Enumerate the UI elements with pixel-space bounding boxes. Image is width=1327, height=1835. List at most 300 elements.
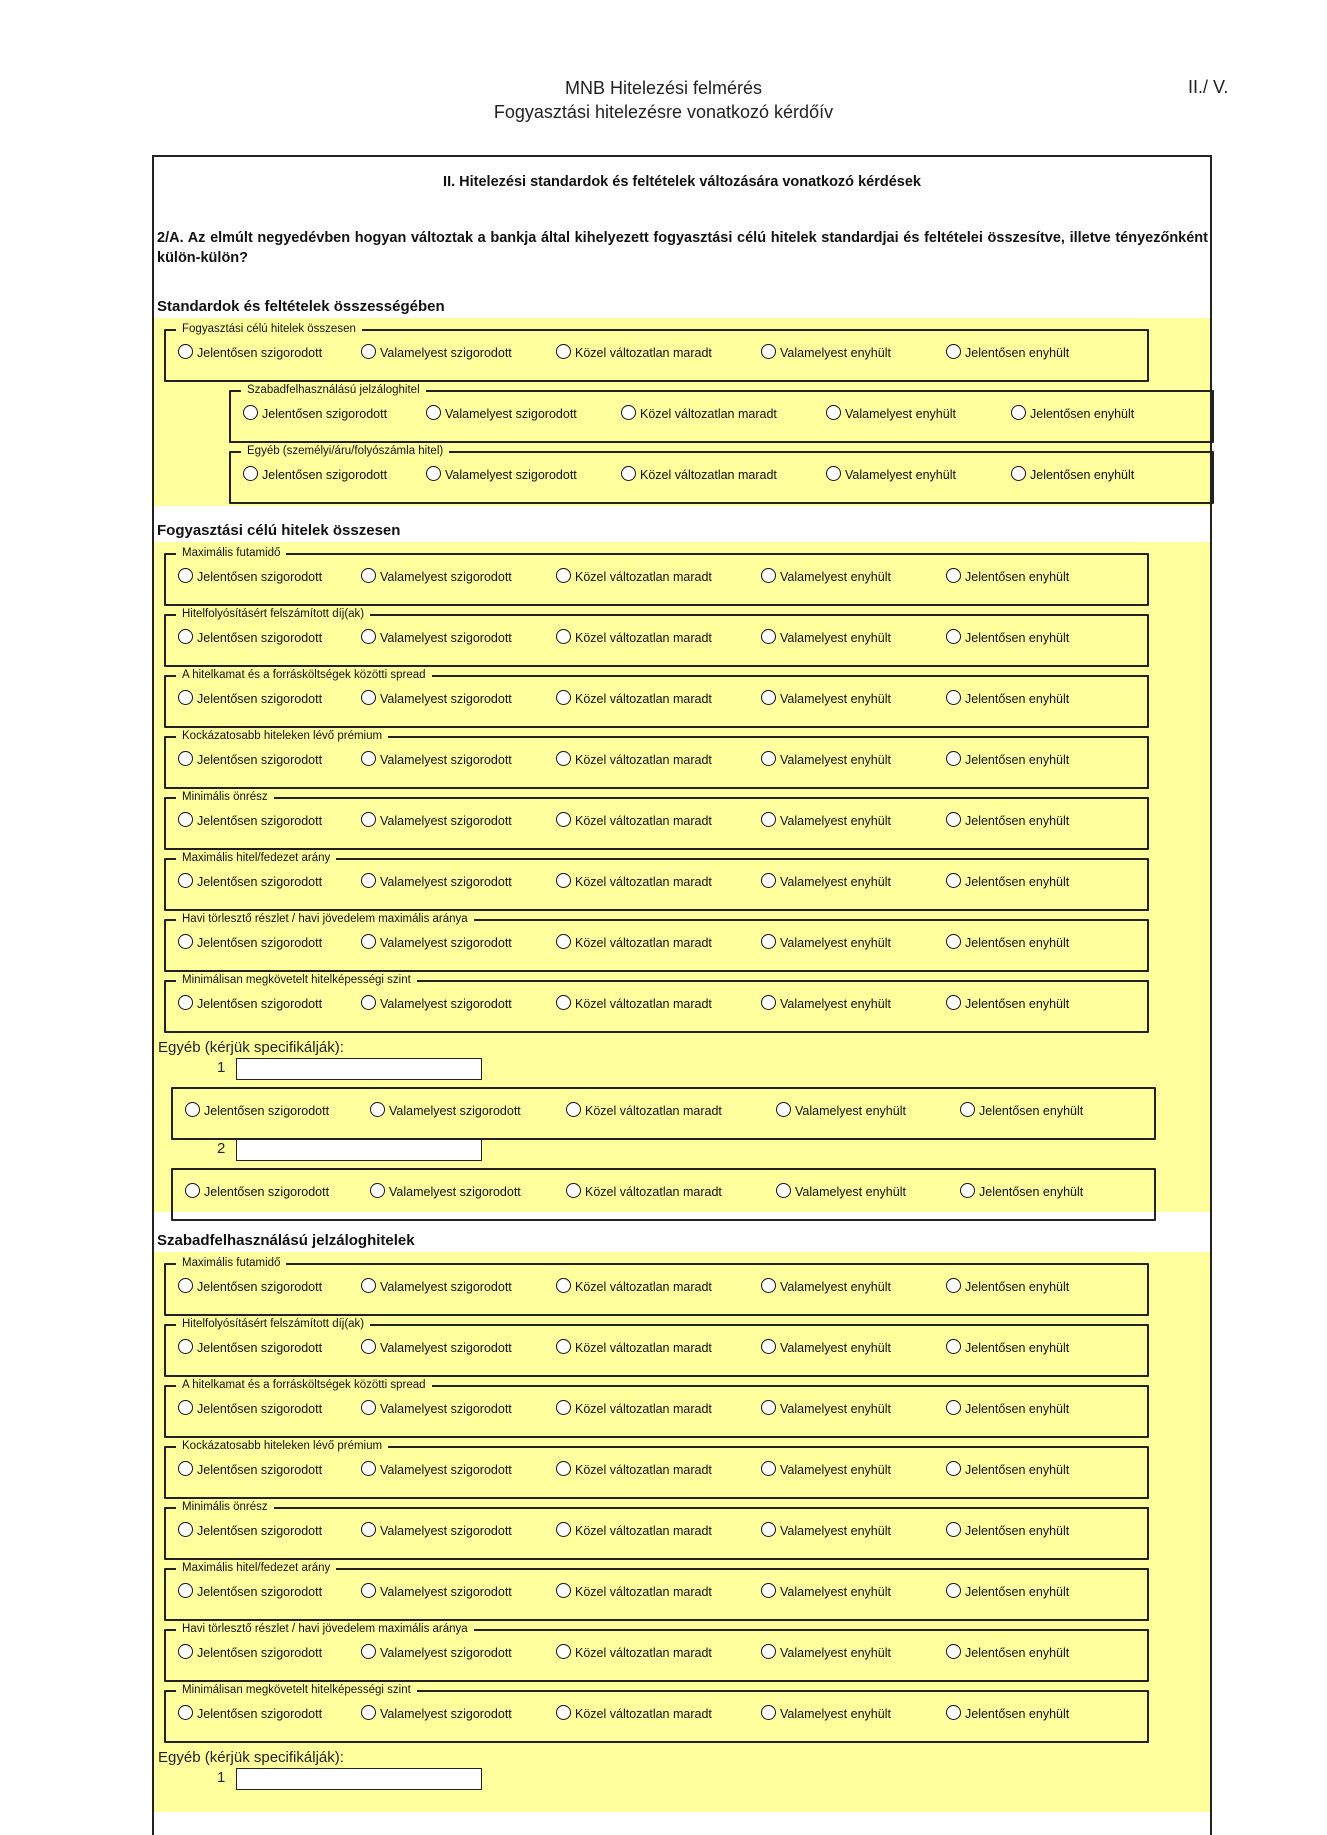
radio-button[interactable] <box>178 1583 193 1598</box>
option-3[interactable] <box>556 689 712 709</box>
option-2[interactable] <box>361 933 512 953</box>
radio-button[interactable] <box>761 751 776 766</box>
option-3[interactable] <box>556 1460 712 1480</box>
option-2[interactable] <box>361 1277 512 1297</box>
radio-button[interactable] <box>361 1705 376 1720</box>
radio-button[interactable] <box>556 751 571 766</box>
radio-button[interactable] <box>178 995 193 1010</box>
option-5[interactable] <box>946 567 1069 587</box>
option-label: Valamelyest enyhült <box>780 692 891 706</box>
option-1[interactable] <box>178 628 322 648</box>
option-5[interactable] <box>946 1399 1069 1419</box>
option-label: Jelentősen enyhült <box>965 936 1070 950</box>
radio-button[interactable] <box>556 873 571 888</box>
option-3[interactable] <box>556 343 712 363</box>
option-label: Közel változatlan maradt <box>575 570 712 584</box>
option-5[interactable] <box>946 1582 1069 1602</box>
option-label: Valamelyest enyhült <box>845 468 956 482</box>
radio-button[interactable] <box>761 568 776 583</box>
option-label: Jelentősen szigorodott <box>197 570 323 584</box>
option-label: Jelentősen enyhült <box>965 997 1070 1011</box>
radio-button[interactable] <box>178 344 193 359</box>
radio-button[interactable] <box>361 1461 376 1476</box>
radio-group <box>178 1704 1147 1724</box>
group-legend: Havi törlesztő részlet / havi jövedelem maximális aránya <box>176 911 474 927</box>
other-number: 2 <box>217 1140 226 1157</box>
radio-button[interactable] <box>361 1278 376 1293</box>
radio-button[interactable] <box>946 1522 961 1537</box>
option-4[interactable] <box>761 1582 891 1602</box>
option-3[interactable] <box>556 567 712 587</box>
option-label: Valamelyest szigorodott <box>380 1341 512 1355</box>
factor-group <box>164 730 1149 789</box>
other-spec-input[interactable] <box>236 1768 482 1790</box>
radio-button[interactable] <box>761 1644 776 1659</box>
option-label: Jelentősen enyhült <box>965 1463 1070 1477</box>
option-3[interactable] <box>556 1521 712 1541</box>
radio-button[interactable] <box>946 934 961 949</box>
option-4[interactable] <box>761 1704 891 1724</box>
radio-button[interactable] <box>621 466 636 481</box>
radio-button[interactable] <box>946 751 961 766</box>
option-1[interactable] <box>178 1277 322 1297</box>
option-1[interactable] <box>178 1399 322 1419</box>
radio-button[interactable] <box>361 1400 376 1415</box>
option-4[interactable] <box>761 1521 891 1541</box>
option-4[interactable] <box>761 628 891 648</box>
radio-button[interactable] <box>178 1400 193 1415</box>
group-legend: Minimális önrész <box>176 789 274 805</box>
option-1[interactable] <box>178 1704 322 1724</box>
radio-button[interactable] <box>361 873 376 888</box>
radio-button[interactable] <box>556 934 571 949</box>
option-label: Közel változatlan maradt <box>575 1707 712 1721</box>
option-3[interactable] <box>566 1182 722 1202</box>
radio-button[interactable] <box>178 1705 193 1720</box>
radio-button[interactable] <box>946 629 961 644</box>
option-3[interactable] <box>566 1101 722 1121</box>
radio-button[interactable] <box>178 934 193 949</box>
radio-group <box>178 1521 1147 1541</box>
radio-button[interactable] <box>761 344 776 359</box>
option-1[interactable] <box>243 465 387 485</box>
option-label: Jelentősen szigorodott <box>197 875 323 889</box>
option-label: Jelentősen szigorodott <box>204 1104 330 1118</box>
option-label: Közel változatlan maradt <box>575 1646 712 1660</box>
radio-button[interactable] <box>361 344 376 359</box>
option-4[interactable] <box>761 1277 891 1297</box>
radio-button[interactable] <box>556 1400 571 1415</box>
radio-button[interactable] <box>178 629 193 644</box>
radio-button[interactable] <box>361 1339 376 1354</box>
option-3[interactable] <box>556 811 712 831</box>
radio-button[interactable] <box>761 1583 776 1598</box>
option-2[interactable] <box>361 1521 512 1541</box>
option-label: Közel változatlan maradt <box>575 753 712 767</box>
factor-group <box>164 852 1149 911</box>
radio-group <box>178 1582 1147 1602</box>
option-2[interactable] <box>426 465 577 485</box>
radio-button[interactable] <box>761 934 776 949</box>
option-5[interactable] <box>946 811 1069 831</box>
radio-button[interactable] <box>185 1183 200 1198</box>
section-body <box>154 1252 1210 1812</box>
option-2[interactable] <box>361 1582 512 1602</box>
radio-button[interactable] <box>178 1339 193 1354</box>
radio-button[interactable] <box>946 344 961 359</box>
option-5[interactable] <box>946 628 1069 648</box>
section-body <box>154 542 1210 1212</box>
option-5[interactable] <box>960 1101 1083 1121</box>
option-1[interactable] <box>243 404 387 424</box>
option-1[interactable] <box>178 567 322 587</box>
radio-button[interactable] <box>960 1183 975 1198</box>
radio-button[interactable] <box>556 629 571 644</box>
radio-button[interactable] <box>370 1183 385 1198</box>
option-5[interactable] <box>946 1460 1069 1480</box>
radio-button[interactable] <box>178 812 193 827</box>
radio-button[interactable] <box>556 1644 571 1659</box>
radio-button[interactable] <box>243 466 258 481</box>
radio-button[interactable] <box>776 1102 791 1117</box>
radio-button[interactable] <box>556 995 571 1010</box>
radio-button[interactable] <box>556 344 571 359</box>
option-1[interactable] <box>185 1101 329 1121</box>
option-2[interactable] <box>361 811 512 831</box>
option-4[interactable] <box>776 1182 906 1202</box>
option-4[interactable] <box>761 933 891 953</box>
group-legend: Fogyasztási célú hitelek összesen <box>176 321 362 337</box>
radio-button[interactable] <box>361 1583 376 1598</box>
option-label: Jelentősen szigorodott <box>262 407 388 421</box>
radio-button[interactable] <box>826 466 841 481</box>
radio-button[interactable] <box>566 1102 581 1117</box>
option-1[interactable] <box>178 1521 322 1541</box>
radio-button[interactable] <box>946 812 961 827</box>
radio-button[interactable] <box>761 629 776 644</box>
radio-button[interactable] <box>178 690 193 705</box>
option-label: Jelentősen enyhült <box>965 570 1070 584</box>
radio-button[interactable] <box>426 466 441 481</box>
option-label: Valamelyest szigorodott <box>380 1585 512 1599</box>
radio-button[interactable] <box>621 405 636 420</box>
other-number: 1 <box>217 1059 226 1076</box>
radio-button[interactable] <box>178 1278 193 1293</box>
option-4[interactable] <box>761 1338 891 1358</box>
factor-group <box>164 974 1149 1033</box>
option-3[interactable] <box>556 750 712 770</box>
other-spec-input[interactable] <box>236 1139 482 1161</box>
option-2[interactable] <box>361 1460 512 1480</box>
option-3[interactable] <box>556 628 712 648</box>
option-4[interactable] <box>761 750 891 770</box>
option-label: Jelentősen szigorodott <box>197 814 323 828</box>
option-label: Közel változatlan maradt <box>575 1585 712 1599</box>
option-label: Valamelyest enyhült <box>780 1463 891 1477</box>
radio-button[interactable] <box>761 1522 776 1537</box>
option-2[interactable] <box>361 567 512 587</box>
option-5[interactable] <box>946 1338 1069 1358</box>
option-3[interactable] <box>556 1643 712 1663</box>
option-2[interactable] <box>361 750 512 770</box>
option-1[interactable] <box>178 1460 322 1480</box>
option-4[interactable] <box>761 689 891 709</box>
radio-button[interactable] <box>178 1461 193 1476</box>
option-1[interactable] <box>178 1338 322 1358</box>
radio-button[interactable] <box>361 629 376 644</box>
option-3[interactable] <box>556 1704 712 1724</box>
radio-button[interactable] <box>1011 405 1026 420</box>
radio-button[interactable] <box>556 1705 571 1720</box>
option-2[interactable] <box>361 994 512 1014</box>
option-2[interactable] <box>361 872 512 892</box>
radio-button[interactable] <box>946 1644 961 1659</box>
radio-button[interactable] <box>556 568 571 583</box>
option-label: Közel változatlan maradt <box>575 346 712 360</box>
option-3[interactable] <box>556 1582 712 1602</box>
option-1[interactable] <box>178 750 322 770</box>
option-1[interactable] <box>178 872 322 892</box>
option-label: Valamelyest enyhült <box>780 1585 891 1599</box>
option-5[interactable] <box>960 1182 1083 1202</box>
overall-section <box>154 296 1210 506</box>
radio-button[interactable] <box>946 1339 961 1354</box>
questionnaire-frame <box>152 155 1212 1835</box>
radio-button[interactable] <box>946 1400 961 1415</box>
option-5[interactable] <box>946 750 1069 770</box>
option-2[interactable] <box>361 1643 512 1663</box>
group-legend: Kockázatosabb hiteleken lévő prémium <box>176 728 388 744</box>
radio-button[interactable] <box>1011 466 1026 481</box>
option-2[interactable] <box>361 1399 512 1419</box>
factor-group <box>164 608 1149 667</box>
option-5[interactable] <box>946 1643 1069 1663</box>
radio-button[interactable] <box>361 934 376 949</box>
option-label: Valamelyest szigorodott <box>380 1463 512 1477</box>
option-2[interactable] <box>361 1338 512 1358</box>
option-label: Jelentősen szigorodott <box>197 997 323 1011</box>
option-3[interactable] <box>556 1399 712 1419</box>
factor-group <box>164 1684 1149 1743</box>
option-4[interactable] <box>761 872 891 892</box>
radio-button[interactable] <box>361 568 376 583</box>
option-label: Jelentősen enyhült <box>965 875 1070 889</box>
factor-group <box>164 791 1149 850</box>
option-3[interactable] <box>556 1277 712 1297</box>
option-4[interactable] <box>826 404 956 424</box>
radio-button[interactable] <box>556 1522 571 1537</box>
option-label: Közel változatlan maradt <box>575 692 712 706</box>
option-label: Jelentősen szigorodott <box>197 1402 323 1416</box>
group-legend: Hitelfolyósításért felszámított díj(ak) <box>176 1316 370 1332</box>
option-5[interactable] <box>946 994 1069 1014</box>
option-5[interactable] <box>946 343 1069 363</box>
option-label: Valamelyest enyhült <box>780 1646 891 1660</box>
radio-group <box>178 567 1147 587</box>
option-label: Jelentősen szigorodott <box>197 936 323 950</box>
radio-button[interactable] <box>556 1339 571 1354</box>
radio-button[interactable] <box>370 1102 385 1117</box>
group-other-credit <box>229 445 1214 504</box>
option-label: Közel változatlan maradt <box>585 1104 722 1118</box>
radio-button[interactable] <box>776 1183 791 1198</box>
radio-button[interactable] <box>946 690 961 705</box>
option-2[interactable] <box>361 343 512 363</box>
option-label: Jelentősen enyhült <box>965 753 1070 767</box>
option-5[interactable] <box>946 872 1069 892</box>
option-2[interactable] <box>370 1182 521 1202</box>
radio-button[interactable] <box>556 812 571 827</box>
option-4[interactable] <box>776 1101 906 1121</box>
radio-button[interactable] <box>361 1644 376 1659</box>
option-3[interactable] <box>556 872 712 892</box>
option-label: Jelentősen szigorodott <box>262 468 388 482</box>
option-label: Valamelyest szigorodott <box>380 570 512 584</box>
option-3[interactable] <box>621 404 777 424</box>
factor-group <box>164 1379 1149 1438</box>
option-label: Jelentősen enyhült <box>965 1585 1070 1599</box>
radio-button[interactable] <box>761 1400 776 1415</box>
option-1[interactable] <box>178 343 322 363</box>
radio-button[interactable] <box>426 405 441 420</box>
option-3[interactable] <box>556 933 712 953</box>
mortgage-section <box>154 1230 1210 1812</box>
radio-button[interactable] <box>185 1102 200 1117</box>
option-2[interactable] <box>361 1704 512 1724</box>
radio-button[interactable] <box>178 568 193 583</box>
option-1[interactable] <box>178 689 322 709</box>
option-4[interactable] <box>761 811 891 831</box>
option-4[interactable] <box>761 343 891 363</box>
option-3[interactable] <box>621 465 777 485</box>
radio-button[interactable] <box>361 812 376 827</box>
radio-button[interactable] <box>761 873 776 888</box>
radio-button[interactable] <box>556 690 571 705</box>
option-1[interactable] <box>178 1643 322 1663</box>
group-legend: A hitelkamat és a forrásköltségek közötti spread <box>176 1377 432 1393</box>
radio-group <box>178 1460 1147 1480</box>
radio-button[interactable] <box>946 568 961 583</box>
option-2[interactable] <box>370 1101 521 1121</box>
option-label: Valamelyest szigorodott <box>380 1646 512 1660</box>
radio-button[interactable] <box>361 751 376 766</box>
radio-button[interactable] <box>178 873 193 888</box>
radio-button[interactable] <box>761 1461 776 1476</box>
option-5[interactable] <box>946 1521 1069 1541</box>
radio-button[interactable] <box>361 1522 376 1537</box>
option-2[interactable] <box>361 689 512 709</box>
option-4[interactable] <box>761 1643 891 1663</box>
option-label: Jelentősen enyhült <box>965 1707 1070 1721</box>
radio-button[interactable] <box>761 995 776 1010</box>
option-4[interactable] <box>761 567 891 587</box>
radio-button[interactable] <box>566 1183 581 1198</box>
option-label: Jelentősen szigorodott <box>197 753 323 767</box>
option-5[interactable] <box>946 1704 1069 1724</box>
group-legend: Maximális hitel/fedezet arány <box>176 850 336 866</box>
radio-button[interactable] <box>946 1278 961 1293</box>
option-label: Valamelyest enyhült <box>780 753 891 767</box>
option-3[interactable] <box>556 994 712 1014</box>
option-label: Jelentősen szigorodott <box>197 1341 323 1355</box>
option-label: Közel változatlan maradt <box>575 875 712 889</box>
radio-group <box>178 689 1147 709</box>
radio-button[interactable] <box>761 812 776 827</box>
option-5[interactable] <box>1011 404 1134 424</box>
option-4[interactable] <box>761 994 891 1014</box>
radio-button[interactable] <box>946 1705 961 1720</box>
option-5[interactable] <box>946 1277 1069 1297</box>
option-1[interactable] <box>178 994 322 1014</box>
option-3[interactable] <box>556 1338 712 1358</box>
radio-button[interactable] <box>556 1461 571 1476</box>
radio-button[interactable] <box>361 690 376 705</box>
radio-button[interactable] <box>761 1278 776 1293</box>
option-1[interactable] <box>178 811 322 831</box>
other-label: Egyéb (kérjük specifikálják): <box>158 1039 344 1056</box>
radio-group <box>185 1101 1154 1121</box>
radio-button[interactable] <box>960 1102 975 1117</box>
radio-button[interactable] <box>361 995 376 1010</box>
radio-button[interactable] <box>243 405 258 420</box>
option-label: Jelentősen szigorodott <box>197 1585 323 1599</box>
radio-button[interactable] <box>946 1583 961 1598</box>
radio-button[interactable] <box>556 1583 571 1598</box>
option-1[interactable] <box>178 933 322 953</box>
radio-button[interactable] <box>178 751 193 766</box>
radio-button[interactable] <box>761 690 776 705</box>
option-4[interactable] <box>761 1460 891 1480</box>
option-4[interactable] <box>826 465 956 485</box>
option-label: Jelentősen enyhült <box>965 1280 1070 1294</box>
radio-button[interactable] <box>946 873 961 888</box>
group-legend: Minimálisan megkövetelt hitelképességi szint <box>176 972 417 988</box>
radio-button[interactable] <box>556 1278 571 1293</box>
radio-button[interactable] <box>946 1461 961 1476</box>
option-1[interactable] <box>178 1582 322 1602</box>
radio-button[interactable] <box>761 1339 776 1354</box>
radio-button[interactable] <box>826 405 841 420</box>
radio-button[interactable] <box>178 1522 193 1537</box>
radio-group <box>178 1399 1147 1419</box>
option-5[interactable] <box>1011 465 1134 485</box>
radio-group <box>178 1338 1147 1358</box>
option-label: Közel változatlan maradt <box>640 407 777 421</box>
option-5[interactable] <box>946 689 1069 709</box>
option-label: Valamelyest enyhült <box>780 875 891 889</box>
group-legend: Szabadfelhasználású jelzáloghitel <box>241 382 426 398</box>
option-label: Valamelyest enyhült <box>780 1402 891 1416</box>
other-spec-input[interactable] <box>236 1058 482 1080</box>
option-label: Valamelyest szigorodott <box>389 1185 521 1199</box>
option-2[interactable] <box>361 628 512 648</box>
radio-button[interactable] <box>946 995 961 1010</box>
option-label: Valamelyest enyhült <box>780 1524 891 1538</box>
option-2[interactable] <box>426 404 577 424</box>
group-legend: Havi törlesztő részlet / havi jövedelem maximális aránya <box>176 1621 474 1637</box>
radio-button[interactable] <box>178 1644 193 1659</box>
factor-group <box>164 1257 1149 1316</box>
option-label: Közel változatlan maradt <box>575 1524 712 1538</box>
option-label: Jelentősen enyhült <box>965 1341 1070 1355</box>
option-label: Valamelyest szigorodott <box>380 346 512 360</box>
option-label: Valamelyest szigorodott <box>380 997 512 1011</box>
radio-button[interactable] <box>761 1705 776 1720</box>
option-4[interactable] <box>761 1399 891 1419</box>
option-1[interactable] <box>185 1182 329 1202</box>
option-5[interactable] <box>946 933 1069 953</box>
option-label: Valamelyest szigorodott <box>380 753 512 767</box>
